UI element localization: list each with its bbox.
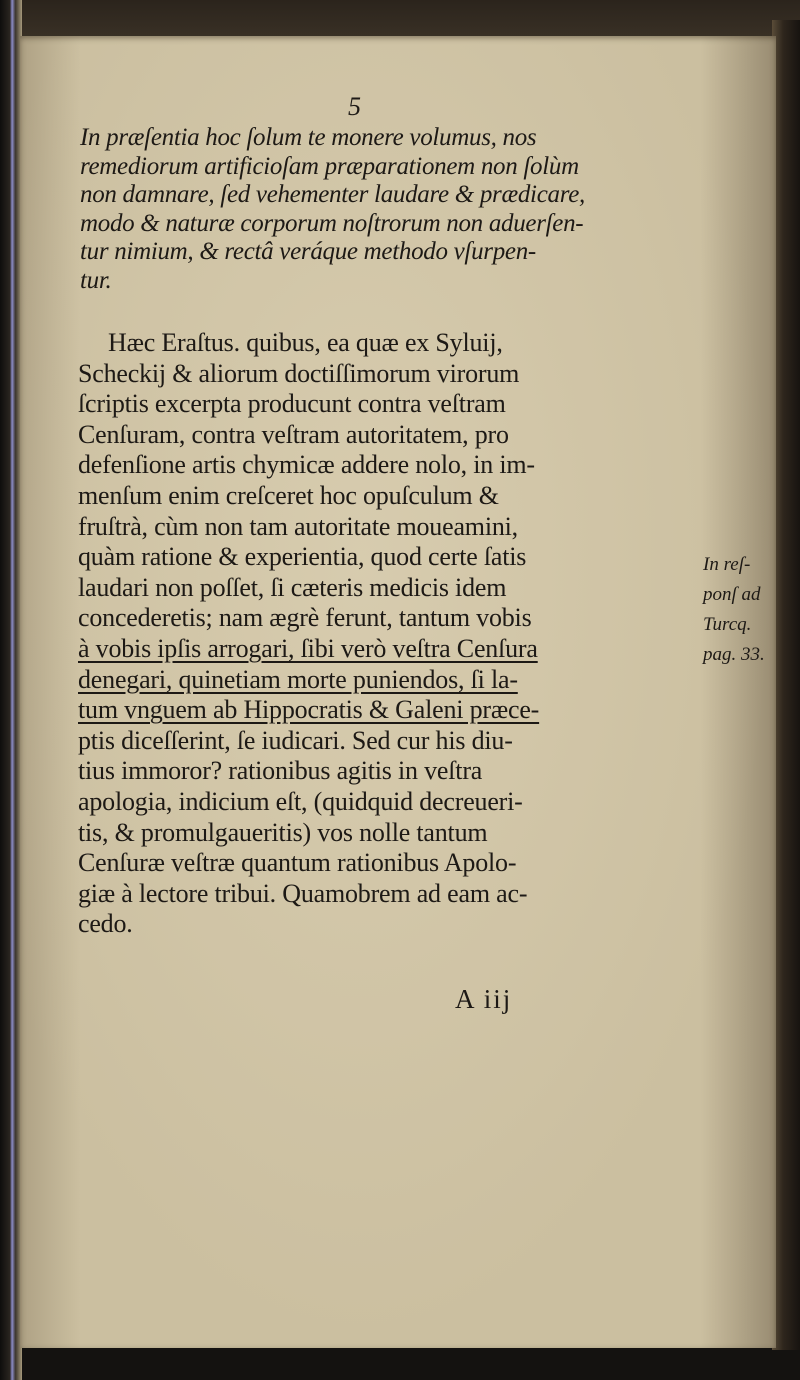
- body-text-block: [78, 328, 638, 940]
- body-line: menſum enim creſceret hoc opuſculum &: [78, 480, 499, 510]
- marginal-note: [703, 550, 771, 670]
- body-line-underlined: tum vnguem ab Hippocratis & Galeni præce-: [78, 695, 540, 725]
- body-line: Cenſuræ veſtræ quantum rationibus Apolo-: [78, 848, 517, 878]
- body-line-underlined: denegari, quinetiam morte puniendos, ſi la-: [78, 664, 518, 694]
- marginal-note-line: ponſ ad: [703, 584, 761, 605]
- italic-line: In præſentia hoc ſolum te monere volumus, nos: [80, 124, 537, 151]
- body-line: cedo.: [78, 909, 133, 939]
- italic-line: non damnare, ſed vehementer laudare & prædicare,: [80, 181, 585, 208]
- body-line: ſcriptis excerpta producunt contra veſtram: [78, 389, 506, 419]
- body-line: fruſtrà, cùm non tam autoritate moueamini,: [78, 511, 518, 541]
- body-line: Hæc Eraſtus. quibus, ea quæ ex Syluij,: [108, 328, 503, 357]
- scan-background-bottom: [0, 1345, 800, 1380]
- scan-background-top: [0, 0, 800, 40]
- body-line-underlined: à vobis ipſis arrogari, ſibi verò veſtra Cenſura: [78, 633, 538, 663]
- body-line: Cenſuram, contra veſtram autoritatem, pro: [78, 419, 509, 449]
- body-line: quàm ratione & experientia, quod certe ſatis: [78, 542, 527, 572]
- italic-line: remediorum artificioſam præparationem non ſolùm: [80, 152, 579, 180]
- marginal-note-line: In reſ-: [703, 554, 751, 575]
- body-line: defenſione artis chymicæ addere nolo, in im-: [78, 450, 535, 480]
- page-number: 5: [348, 92, 361, 121]
- body-line: laudari non poſſet, ſi cæteris medicis idem: [78, 572, 507, 602]
- italic-line: tur nimium, & rectâ veráque methodo vſurpen-: [80, 238, 536, 265]
- italic-quotation-block: [80, 124, 640, 295]
- body-line: Scheckij & aliorum doctiſſimorum virorum: [78, 358, 520, 388]
- italic-line: modo & naturæ corporum noſtrorum non aduerſen-: [80, 209, 584, 237]
- book-spine-edge: [0, 0, 22, 1380]
- body-line: ptis diceſſerint, ſe iudicari. Sed cur his diu-: [78, 725, 513, 755]
- italic-line: tur.: [80, 266, 112, 294]
- body-line: tis, & promulgaueritis) vos nolle tantum: [78, 817, 488, 847]
- marginal-note-line: Turcq.: [703, 614, 752, 635]
- marginal-note-line: pag. 33.: [703, 644, 765, 665]
- body-line: concederetis; nam ægrè ferunt, tantum vobis: [78, 603, 532, 633]
- body-line: tius immoror? rationibus agitis in veſtra: [78, 756, 483, 786]
- body-line: apologia, indicium eſt, (quidquid decreueri-: [78, 786, 523, 816]
- page-fore-edge: [772, 20, 800, 1350]
- signature-mark: A iij: [455, 984, 513, 1014]
- body-line: giæ à lectore tribui. Quamobrem ad eam ac-: [78, 878, 528, 908]
